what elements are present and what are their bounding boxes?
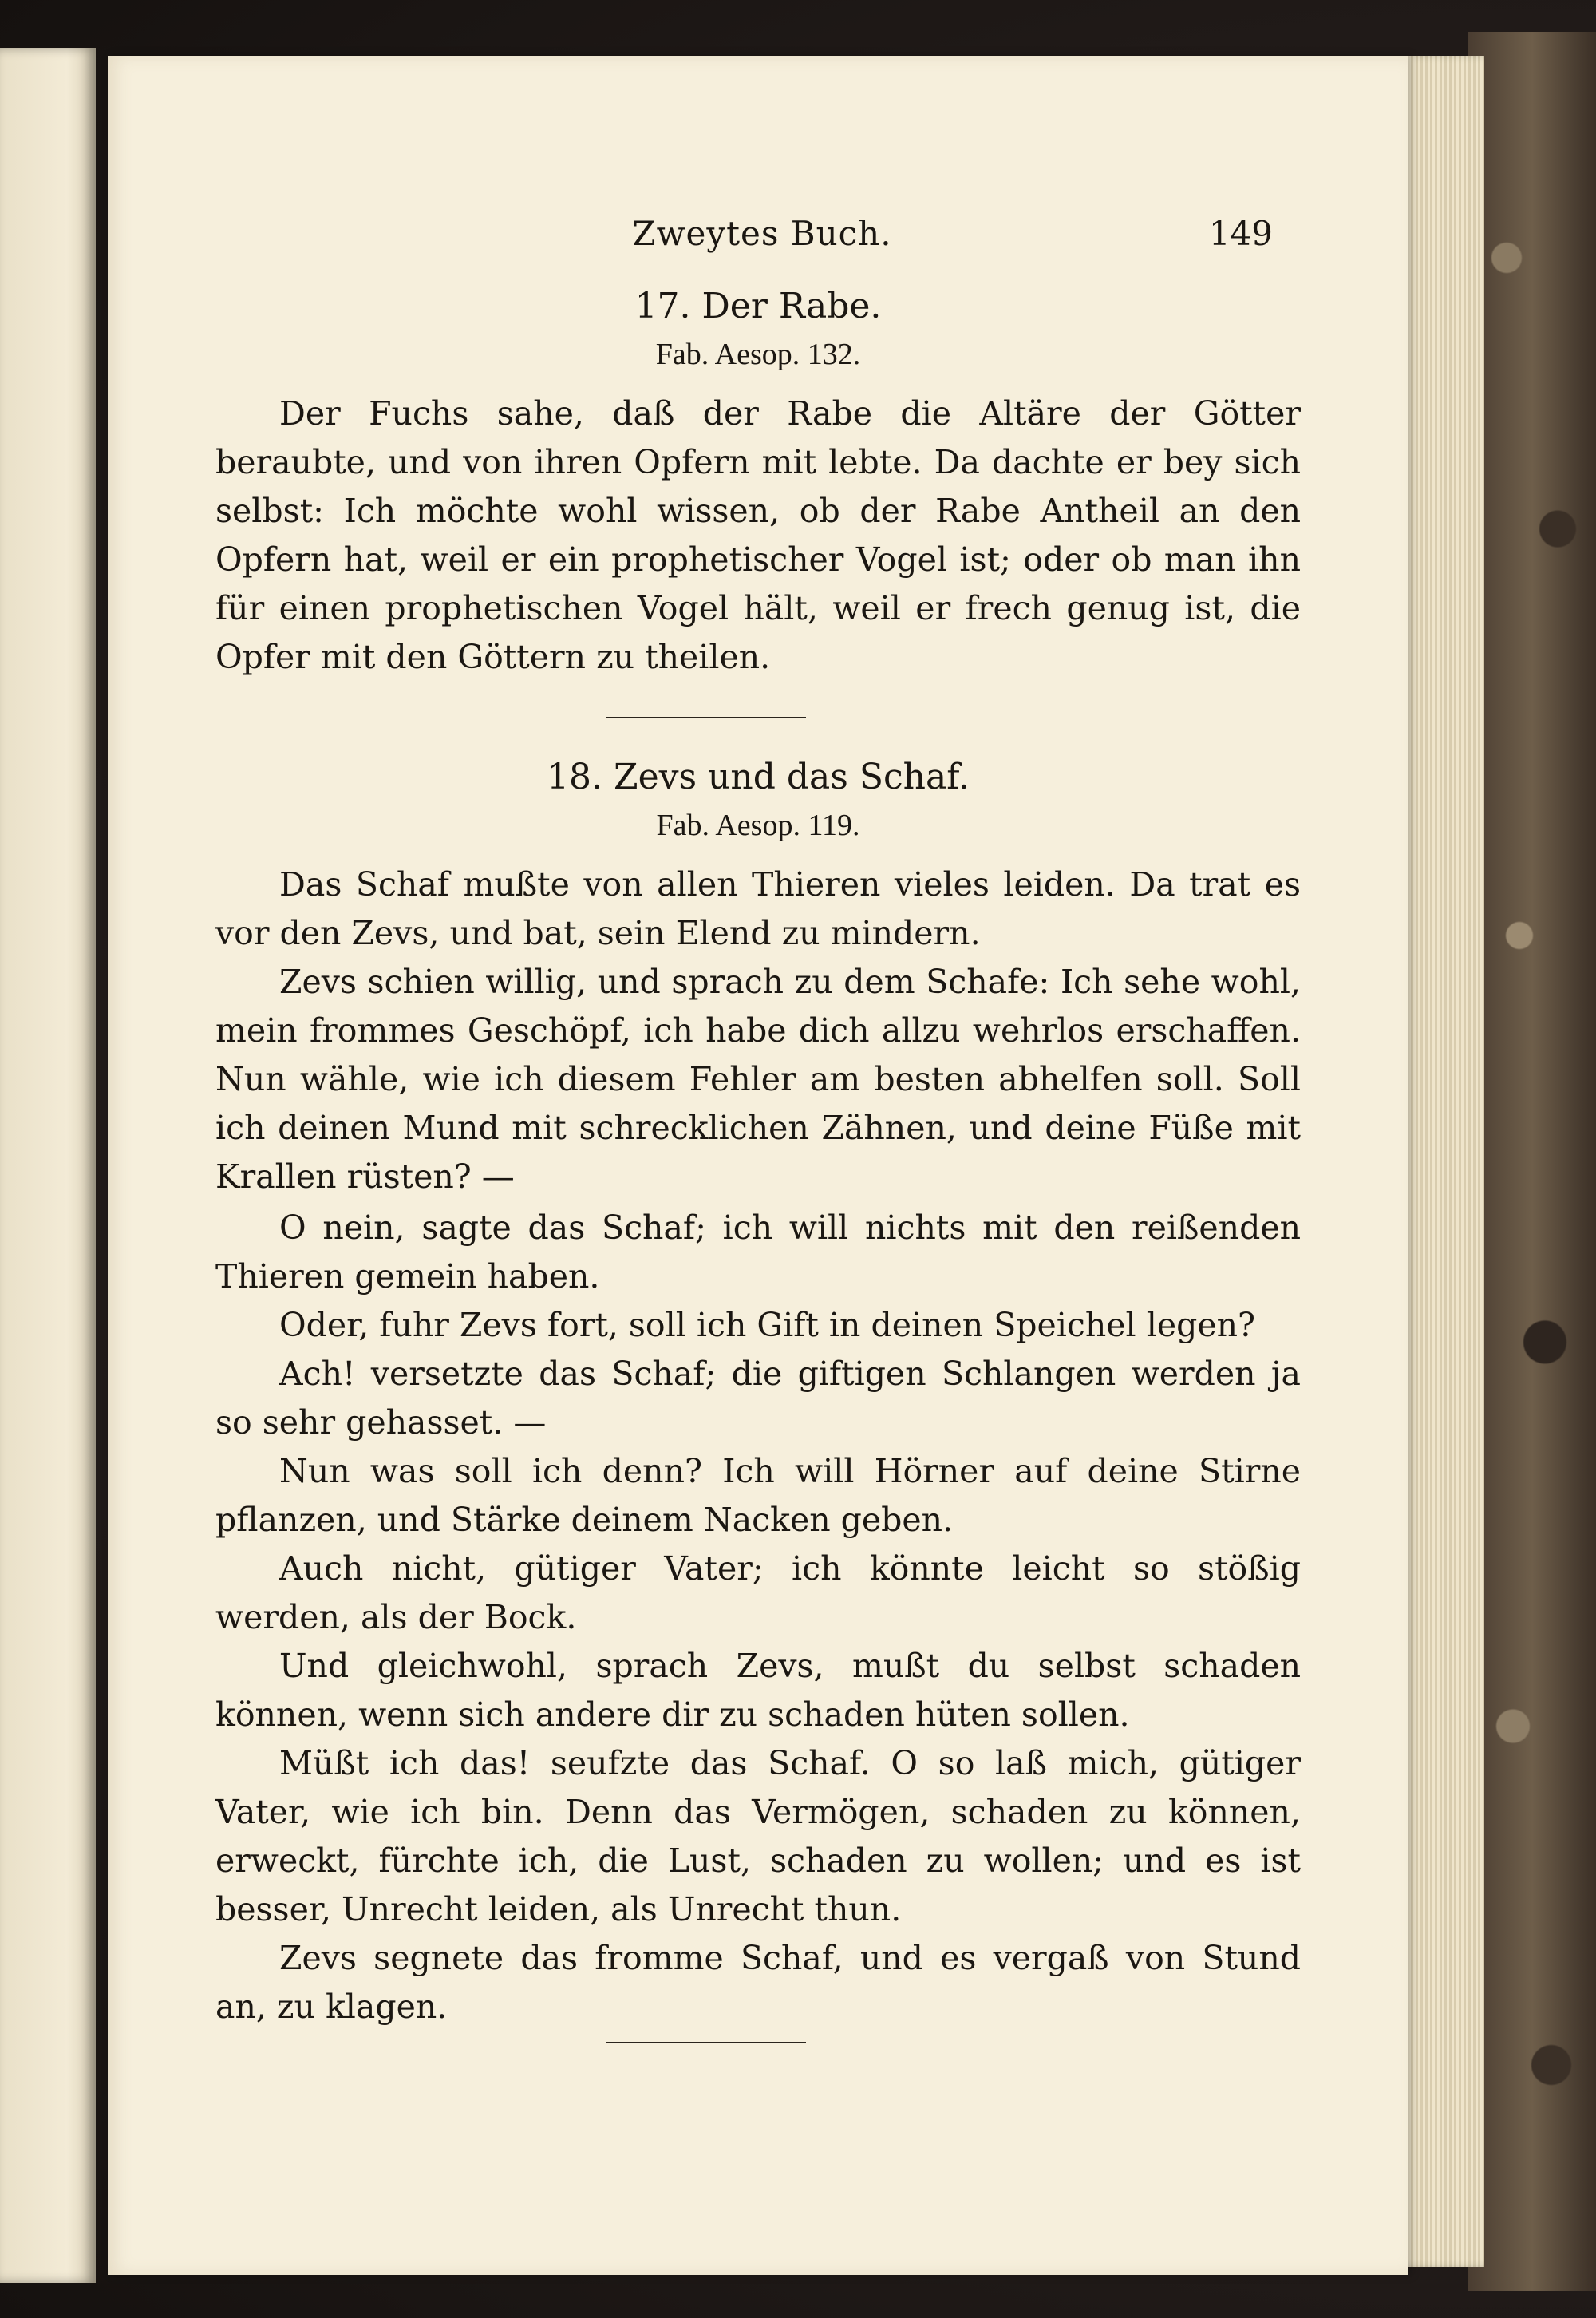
book-cover-marbled <box>1468 32 1596 2291</box>
fable-18-paragraph: Zevs schien willig, und sprach zu dem Schafe: Ich sehe wohl, mein frommes Geschöpf, ich habe dich allzu wehrlos erschaffen. Nun wähle, wie ich diesem Fehler am besten abhelfen soll. Soll ich deinen Mund mit schrecklichen Zähnen, und deine Füße mit Krallen rüsten? — <box>215 963 1301 1196</box>
fable-18-paragraph: Zevs segnete das fromme Schaf, und es vergaß von Stund an, zu klagen. <box>215 1939 1301 2026</box>
fable-18-paragraph: Ach! versetzte das Schaf; die giftigen Schlangen werden ja so sehr gehasset. — <box>215 1355 1301 1442</box>
fable-18-paragraph: Nun was soll ich denn? Ich will Hörner auf deine Stirne pflanzen, und Stärke deinem Nacken geben. <box>215 1452 1301 1539</box>
fable-18-paragraph: Und gleichwohl, sprach Zevs, mußt du selbst schaden können, wenn sich andere dir zu schaden hüten sollen. <box>215 1647 1301 1734</box>
adjacent-left-page <box>0 48 96 2283</box>
fable-17-source: Fab. Aesop. 132. <box>655 338 861 371</box>
section-divider <box>606 717 806 718</box>
page-number: 149 <box>1208 214 1273 253</box>
book-page <box>108 56 1408 2275</box>
fable-18-paragraph: Auch nicht, gütiger Vater; ich könnte leicht so stößig werden, als der Bock. <box>215 1549 1301 1636</box>
fable-17-title: 17. Der Rabe. <box>634 286 882 326</box>
page-edges <box>1396 56 1484 2267</box>
section-divider <box>606 2042 806 2043</box>
fable-18-source: Fab. Aesop. 119. <box>656 809 860 842</box>
fable-18-paragraph: Müßt ich das! seufzte das Schaf. O so laß mich, gütiger Vater, wie ich bin. Denn das Vermögen, schaden zu können, erweckt, fürchte ich, die Lust, schaden zu wollen; und es ist besser, Unrecht leiden, als Unrecht thun. <box>215 1744 1301 1928</box>
fable-18-title: 18. Zevs und das Schaf. <box>547 757 970 797</box>
fable-17-paragraph: Der Fuchs sahe, daß der Rabe die Altäre der Götter beraubte, und von ihren Opfern mit lebte. Da dachte er bey sich selbst: Ich möchte wohl wissen, ob der Rabe Antheil an den Opfern hat, weil er ein prophetischer Vogel ist; oder ob man ihn für einen prophetischen Vogel hält, weil er frech genug ist, die Opfer mit den Göttern zu theilen. <box>215 394 1301 676</box>
fable-18-paragraph: O nein, sagte das Schaf; ich will nichts mit den reißenden Thieren gemein haben. <box>215 1208 1301 1295</box>
fable-18-paragraph: Das Schaf mußte von allen Thieren vieles leiden. Da trat es vor den Zevs, und bat, sein Elend zu mindern. <box>215 865 1301 952</box>
running-title: Zweytes Buch. <box>632 214 892 253</box>
fable-18-paragraph: Oder, fuhr Zevs fort, soll ich Gift in deinen Speichel legen? <box>279 1306 1255 1344</box>
